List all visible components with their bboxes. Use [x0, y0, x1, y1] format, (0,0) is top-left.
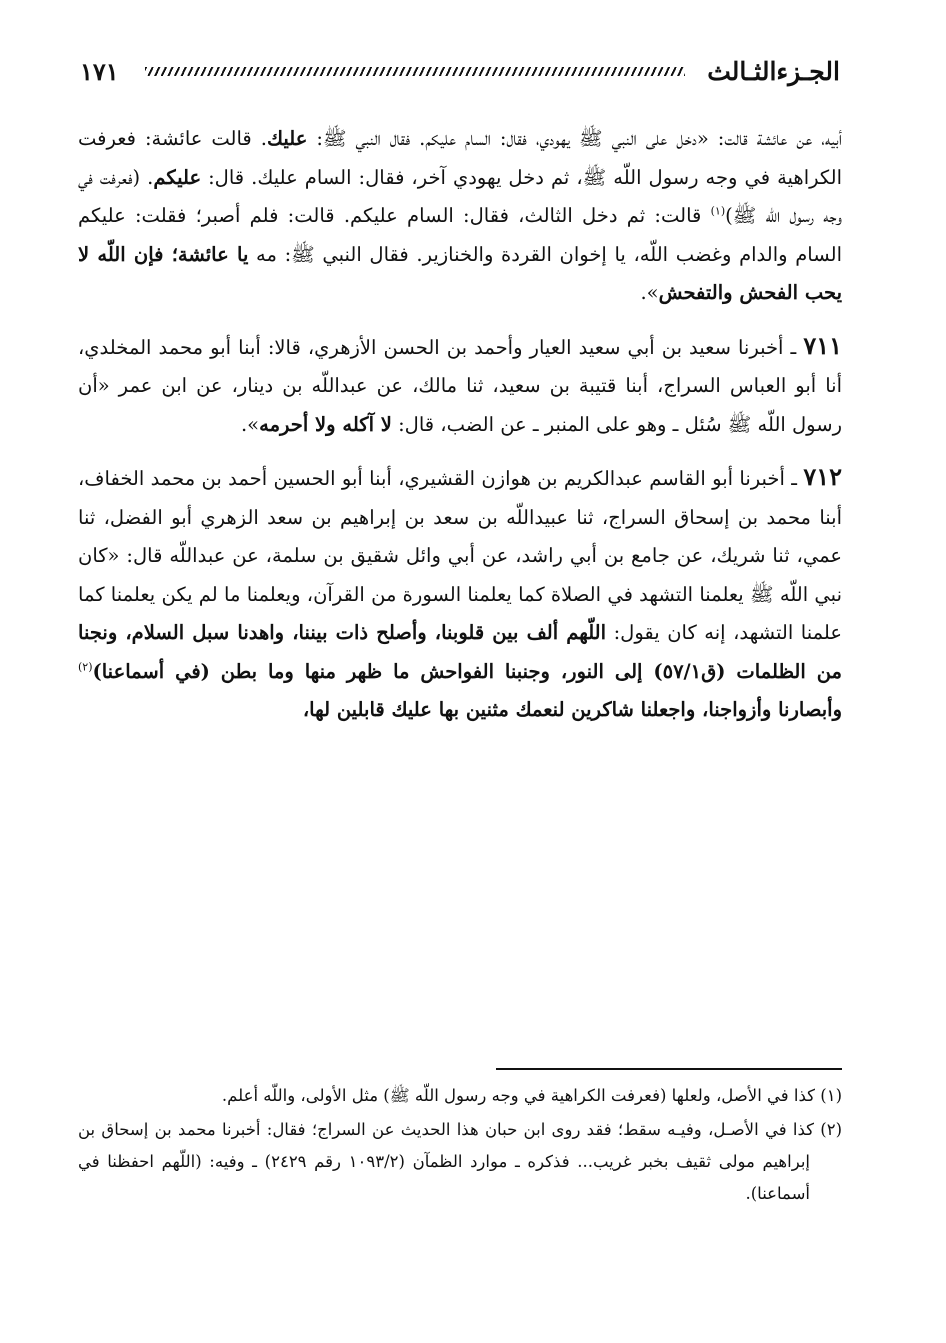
page-number: ١٧١ — [80, 56, 119, 86]
text-segment: أبيه، عن عائشة قالت: «دخل على النبي ﷺ يهودي، فقال: السام عليكم. فقال النبي ﷺ: — [307, 127, 842, 150]
text-segment: ». — [640, 281, 659, 304]
footnote-number: (١) — [820, 1086, 842, 1105]
footnote-number: (٢) — [820, 1120, 842, 1139]
text-segment: ـ أخبرنا أبو القاسم عبدالكريم بن هوازن القشيري، أبنا أبو الحسين أحمد بن محمد الخفاف، أبنا محمد بن إسحاق السراج، ثنا عبيداللّه بن سعد بن إبراهيم بن سعد الزهري أبو الفضل، ثنا عمي، ثنا شريك، عن جامع بن أبي راشد، عن أبي وائل شقيق بن سلمة، عن عبداللّه قال: «كان نبي اللّه ﷺ يعلمنا التشهد في الصلاة كما يعلمنا السورة من القرآن، ويعلمنا ما لم يكن يعلمنا كما علمنا التشهد، إنه كان يقول: — [78, 467, 843, 644]
text-segment: ـ أخبرنا سعيد بن أبي سعيد العيار وأحمد بن الحسن الأزهري، قالا: أبنا أبو محمد المخلدي، أنا أبو العباس السراج، أبنا قتيبة بن سعيد، ثنا مالك، عن عبداللّه بن دينار، عن ابن عمر «أن رسول اللّه ﷺ سُئل ـ وهو على المنبر ـ عن الضب، قال: — [78, 335, 842, 436]
text-segment: . (فعرفت في وجه رسول اللّه ﷺ) — [78, 165, 842, 227]
footnote-text: كذا في الأصـل، وفيـه سقط؛ فقد روى ابن حبان هذا الحديث عن السراج؛ فقال: أخبرنا محمد بن إسحاق بن إبراهيم مولى ثقيف بخبر غريب... فذكره ـ موارد الظمآن (١٠٩٣/٢ رقم ٢٤٢٩) ـ وفيه: (اللّهم احفظنا في أسماعنا). — [78, 1120, 821, 1203]
hadith-number: ٧١٢ — [803, 462, 842, 491]
text-segment: قالت: ثم دخل الثالث، فقال: السام عليكم. قالت: فلم أصبر؛ فقلت: عليكم السام والدام وغضب اللّه، يا إخوان القردة والخنازير. فقال النبي ﷺ: مه — [78, 204, 842, 266]
bold-segment: وأبصارنا وأزواجنا، واجعلنا شاكرين لنعمك مثنين بها عليك قابلين لها، — [302, 698, 842, 721]
footnote-reference: (١) — [710, 204, 726, 218]
bold-segment: عليكم — [153, 165, 202, 189]
paragraph-hadith-711 — [78, 327, 842, 445]
footnote-separator — [496, 1068, 842, 1070]
bold-segment: عليك — [266, 127, 308, 150]
paragraph-hadith-continued — [78, 120, 842, 313]
footnote-reference: (٢) — [78, 660, 93, 673]
bold-segment: يا عائشة؛ فإن اللّه لا يحب الفحش والتفحش — [78, 242, 842, 304]
hadith-number: ٧١١ — [803, 330, 842, 360]
bold-segment: لا آكله ولا أحرمه — [259, 412, 392, 436]
text-segment: ». — [240, 412, 260, 436]
footnote-text: كذا في الأصل، ولعلها (فعرفت الكراهية في وجه رسول اللّه ﷺ) مثل الأولى، واللّه أعلم. — [221, 1086, 821, 1105]
main-text — [78, 120, 842, 730]
header-ornament-rule — [145, 67, 686, 76]
footnotes — [78, 1080, 842, 1212]
running-title: الجـزءالثـالث — [707, 56, 840, 86]
text-segment: . قالت عائشة: فعرفت الكراهية في وجه رسول اللّه ﷺ، ثم دخل يهودي آخر، فقال: السام عليك. قال: — [78, 127, 843, 189]
page-header — [80, 50, 840, 92]
paragraph-hadith-712 — [78, 458, 842, 730]
footnote-item — [78, 1114, 842, 1210]
bold-segment: اللّهم ألف بين قلوبنا، وأصلح ذات بيننا، واهدنا سبل السلام، ونجنا من الظلمات (ق٥٧/١) إلى النور، وجنبنا الفواحش ما ظهر منها وما بطن (في أسماعنا) — [78, 621, 842, 683]
footnote-item — [78, 1080, 842, 1112]
